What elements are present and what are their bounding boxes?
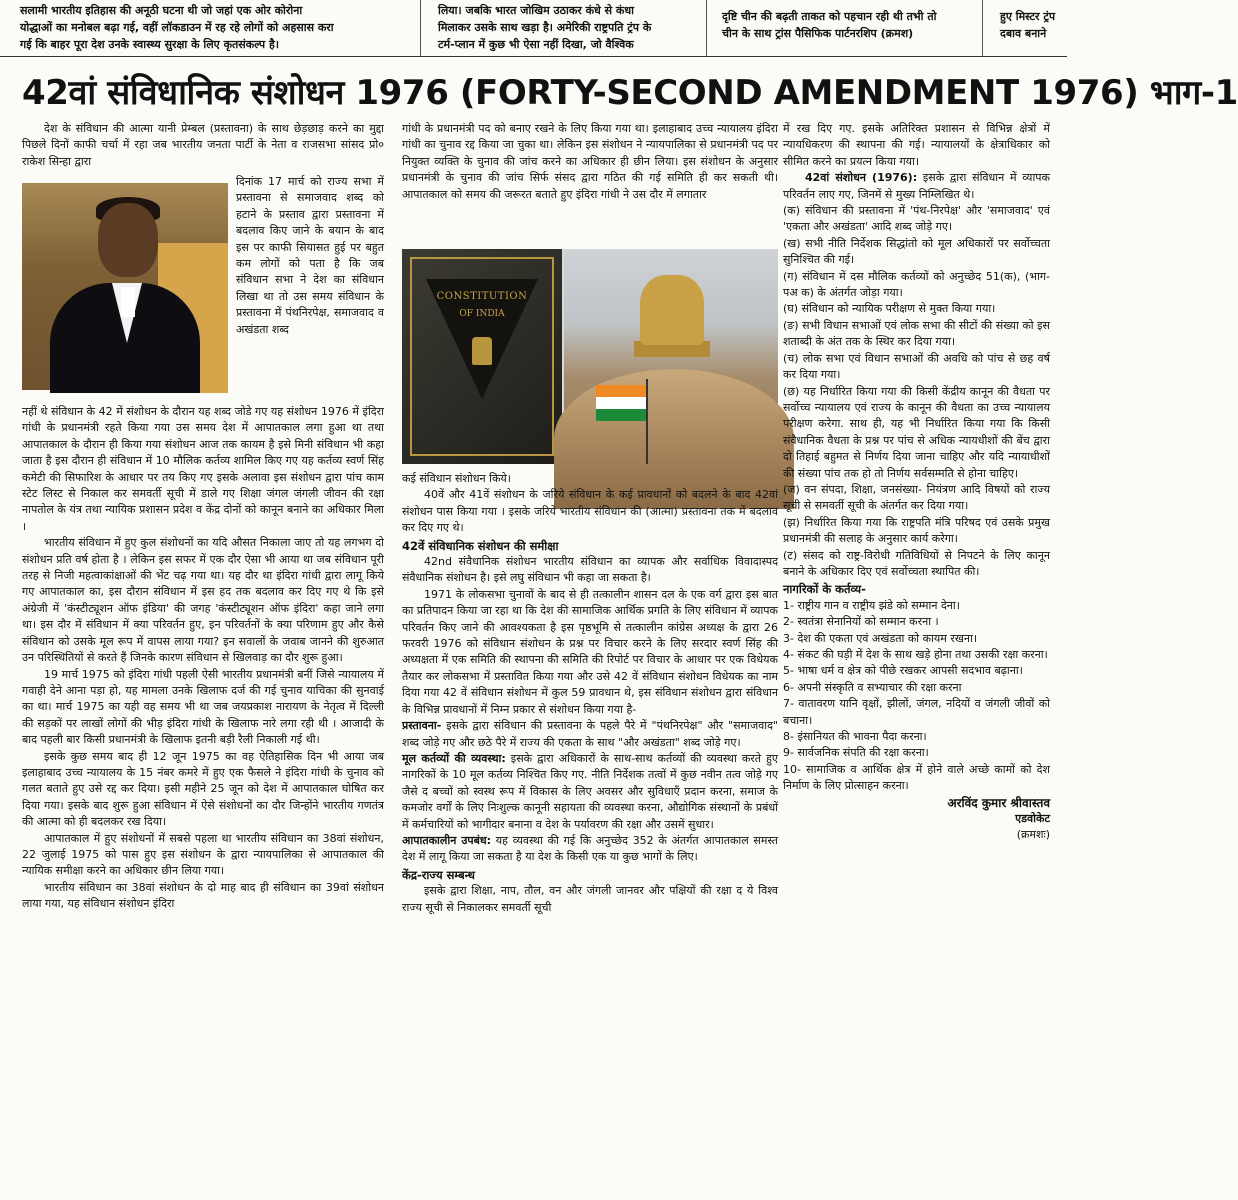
list-item: (ख) सभी नीति निर्देशक सिद्धांतो को मूल अधिकारों पर सर्वोच्चता सुनिश्चित की गई। (783, 236, 1050, 267)
paragraph: भारतीय संविधान में हुए कुल संशोधनों का यदि औसत निकाला जाए तो यह लगभग दो संशोधन प्रति वर्ष होता है । लेकिन इस सफर में एक दौर ऐसा भी आया था जब संविधान पूरी तरह से निजी महत्वाकांक्षाओं की भेंट चढ़ गया था। यह दौर था इंदिरा गांधी द्वारा लागू किये गए आपातकाल का, इस दौरान संविधान में इस हद तक बदलाव कर दिए गए थे कि इसे अंग्रेजी में 'कंस्टीट्यूशन ऑफ इंडिया' की जगह 'कंस्टीट्यूशन ऑफ इंदिरा' कहा जाने लगा था। इस दौर में संविधान में क्या परिवर्तन हुए, इन परिवर्तनों के क्या परिणाम हुए और कैसे संविधान को उसके मूल रूप में वापस लाया गया? इन सवालों के जवाब जानने की शुरुआत उन परिस्थितियों से करते हैं जिनके कारण संविधान से खिलवाड़ का दौर शुरू हुआ। (22, 536, 384, 665)
inline-heading: 42वां संशोधन (1976): (805, 171, 918, 185)
paragraph: इसके द्वारा शिक्षा, नाप, तौल, वन और जंगली जानवर और पक्षियों की रक्षा द ये विश्व राज्य सूची से निकालकर समवर्ती सूची (402, 884, 778, 914)
inline-heading: प्रस्तावना- (402, 719, 442, 733)
paragraph: आपातकाल में हुए संशोधनों में सबसे पहला था भारतीय संविधान का 38वां संशोधन, 22 जुलाई 1975 को पास हुए इस संशोधन के द्वारा न्यायपालिका से आपातकाल की न्यायिक समीक्षा करने का अधिकार छीन लिया गया। (22, 831, 384, 878)
duty-item: 8- इंसानियत की भावना पैदा करना। (783, 730, 927, 744)
duty-item: 2- स्वतंत्रा सेनानियों को सम्मान करना । (783, 615, 939, 629)
constitution-image (402, 249, 778, 464)
prev-col-1-line: सलामी भारतीय इतिहास की अनूठी घटना थी जो जहां एक ओर कोरोना (20, 4, 303, 17)
author-photo (22, 183, 228, 390)
col2-body (402, 471, 778, 1167)
column-divider (420, 0, 421, 56)
paragraph: 19 मार्च 1975 को इंदिरा गांधी पहली ऐसी भारतीय प्रधानमंत्री बनीं जिसे न्यायालय में गवाही देने आना पड़ा हो, यह मामला उनके खिलाफ दर्ज की गई चुनाव याचिका की सुनवाई का था। मार्च 1975 का यही वह समय भी था जब जयप्रकाश नारायण के नेतृत्व में दिल्ली की सड़कों पर लाखों लोगों की भीड़ इंदिरा गांधी के खिलाफ नारे लगा रही थी । आजादी के बाद पहली बार किसी प्रधानमंत्री के खिलाफ इतनी बड़ी रैली निकाली गई थी। (22, 667, 384, 747)
indian-flag-icon (596, 385, 646, 421)
parliament-dome (564, 249, 778, 464)
section-heading: नागरिकों के कर्तव्य- (783, 582, 866, 597)
lion-capital-icon (640, 275, 704, 345)
paragraph: कई संविधान संशोधन किये। (402, 472, 511, 485)
duty-item: 7- वातावरण यानि वृक्षों, झीलों, जंगल, नदियों व जंगली जीवों को बचाना। (783, 697, 1050, 727)
paragraph: गांधी के प्रधानमंत्री पद को बनाए रखने के लिए किया गया था। इलाहाबाद उच्च न्यायालय इंदिरा गांधी का चुनाव रद्द किया जा चुका था। लेकिन इस संशोधन ने न्यायपालिका से प्रधानमंत्री पद पर नियुक्त व्यक्ति के चुनाव की जांच करने का अधिकार ही छीन लिया। इस संशोधन के अनुसार प्रधानमंत्री के चुनाव की जांच सिर्फ संसद द्वारा गठित की गई समिति ही कर सकती थी। आपातकाल को समय की जरूरत बताते हुए इंदिरा गांधी ने उस दौर में लगातार (402, 122, 778, 201)
col2-top (402, 121, 778, 247)
prev-col-3-line: दृष्टि चीन की बढ़ती ताकत को पहचान रही थी तभी तो (722, 10, 937, 23)
paragraph: नहीं थे संविधान के 42 में संशोधन के दौरान यह शब्द जोडे गए यह संशोधन 1976 में इंदिरा गांधी के प्रधानमंत्री रहते किया गया उस समय देश में आपातकाल लगा हुआ था तथा आपातकाल के दौरान ही किया गया संशोधन आज तक कायम है इसे मिनी संविधान भी कहा जाता है इस दौरान ही संविधान में 10 मौलिक कर्तव्य शामिल किए गए यह कर्तव्य स्वर्ण सिंह कमेटी की सिफारिश के आधार पर तय किए गए इसके अलावा इस संशोधन द्वारा पांच काम स्टेट लिस्ट से निकाल कर समवर्ती सूची में डाले गए शिक्षा जंगल जंगली जीवन की रक्षा नापतोल के यंत्र तथा न्यायिक प्रशासन प्रदेश व केंद्र दोनों को कानून बनाने का अधिकार मिला । (22, 405, 384, 533)
col3-body (783, 121, 1050, 1167)
paragraph: में रख दिए गए. इसके अतिरिक्त प्रशासन से विभिन्न क्षेत्रों में न्यायधिकरण की स्थापना की गई। न्यायालयों के क्षेत्राधिकार को सीमित करने का प्रयत्न किया गया। (783, 122, 1050, 168)
duty-item: 5- भाषा धर्म व क्षेत्र को पीछे रखकर आपसी सदभाव बढ़ाना। (783, 664, 1023, 678)
paragraph: मूल कर्तव्यों की व्यवस्था: इसके द्वारा अधिकारों के साथ-साथ कर्तव्यों की व्यवस्था करते हुए नागरिकों के 10 मूल कर्तव्य निश्चित किए गए. नीति निर्देशक तत्वों में कुछ नवीन तत्व जोड़े गए जैसे द बच्चों को स्वस्थ रूप में विकास के लिए अवसर और सुविधाएँ प्रदान करना, समाज के कमजोर वर्गों के लिए निःशुल्क कानूनी सहायता की व्यवस्था करना, औद्योगिक संस्थानों के प्रबंधों में कर्मचारियों को भागीदार बनाना व देश के पर्यावरण की रक्षा और उसमें सुधार। (402, 751, 779, 831)
prev-col-2-line: मिलाकर उसके साथ खड़ा है। अमेरिकी राष्ट्रपति ट्रंप के (438, 21, 652, 34)
section-heading: 42वें संविधानिक संशोधन की समीक्षा (402, 538, 559, 553)
author-designation: एडवोकेट (1015, 812, 1050, 826)
prev-col-1 (20, 0, 412, 56)
col1-beside-photo (236, 174, 384, 410)
inline-heading: मूल कर्तव्यों की व्यवस्था: (402, 751, 506, 765)
duty-item: 9- सार्वजनिक संपति की रक्षा करना। (783, 746, 929, 760)
column-divider (982, 0, 983, 56)
section-heading: केंद्र-राज्य सम्बन्ध (402, 867, 475, 882)
prev-col-2 (438, 0, 700, 56)
paragraph: प्रस्तावना- इसके द्वारा संविधान की प्रस्तावना के पहले पैरे में "पंथनिरपेक्ष" और "समाजवाद" शब्द जोड़े गए और छठे पैरे में राज्य की एकता के साथ "और अखंडता" शब्द जोड़े गए। (402, 719, 778, 749)
paragraph: आपातकालीन उपबंध: यह व्यवस्था की गई कि अनुच्छेद 352 के अंतर्गत आपातकाल समस्त देश में लागू किया जा सकता है या देश के किसी एक या कुछ भागों के लिए। (402, 833, 778, 864)
prev-col-4-line: दबाव बनाने (1000, 27, 1047, 40)
prev-col-3 (722, 6, 966, 62)
prev-col-1-line: योद्धाओं का मनोबल बढ़ा गई, वहीं लॉकडाउन में रह रहे लोगों को अहसास करा (20, 21, 334, 34)
prev-col-3-line: चीन के साथ ट्रांस पैसिफिक पार्टनरशिप (क्रमश) (722, 27, 914, 40)
paragraph: 40वें और 41वें संशोधन के जरिये संविधान के कई प्रावधानों को बदलने के बाद 42वां संशोधन पास किया गया । इसके जरिये भारतीय संविधान की (आत्मा) प्रस्तावना तक में बदलाव कर दिए गए थे। (402, 488, 778, 535)
author-name: अरविंद कुमार श्रीवास्तव (947, 795, 1050, 810)
list-item: (छ) यह निर्धारित किया गया की किसी केंद्रीय कानून की वैधता पर सर्वोच्च न्यायालय एवं राज्य के कानून की वैधता का उच्च न्यायालय परीक्षण करेगा. साथ ही, यह भी निर्धारित किया गया कि किसी संवैधानिक वैधता के प्रश्न पर पांच से अधिक न्यायधीशों की बेंच द्वारा दो तिहाई बहुमत से निर्णय दिया जाना चाहिए और यदि न्यायाधीशों की संख्या पांच तक हो तो निर्णय सर्वसम्मति से होना चाहिए। (783, 384, 1050, 480)
duty-item: 1- राष्ट्रीय गान व राष्ट्रीय झंडे को सम्मान देना। (783, 598, 960, 612)
duty-item: 4- संकट की घड़ी में देश के साथ खड़े होना तथा उसकी रक्षा करना। (783, 648, 1048, 661)
list-item: (ङ) सभी विधान सभाओं एवं लोक सभा की सीटों की संख्या को इस शताब्दी के अंत तक के स्थिर कर दिया गया। (783, 318, 1050, 349)
list-item: (क) संविधान की प्रस्तावना में 'पंथ-निरपेक्ष' और 'समाजवाद' एवं 'एकता और अखंडता' आदि शब्द जोड़े गए। (783, 204, 1050, 234)
paragraph: इसके कुछ समय बाद ही 12 जून 1975 का वह ऐतिहासिक दिन भी आया जब इलाहाबाद उच्च न्यायालय के 15 नंबर कमरे में हुए एक फैसले ने इंदिरा गांधी के चुनाव को गलत बताते हुए उसे रद्द कर दिया। इसी महीने 25 जून को देश में आपातकाल घोषित कर दिया गया। इसके बाद शुरू हुआ संविधान में ऐसे संशोधनों का दौर जिन्होंने भारतीय गणतंत्र की आत्मा को ही बदलकर रख दिया। (22, 749, 384, 829)
book-title: CONSTITUTION (436, 291, 528, 302)
article-headline: 42वां संविधानिक संशोधन 1976 (FORTY-SECOND AMENDMENT 1976) भाग-1 (22, 73, 1238, 113)
prev-col-1-line: गई कि बाहर पूरा देश उनके स्वास्थ्य सुरक्षा के लिए कृतसंकल्प है। (20, 38, 279, 51)
column-divider (706, 0, 707, 56)
prev-col-4 (1000, 6, 1067, 62)
list-item: (झ) निर्धारित किया गया कि राष्ट्रपति मंत्रि परिषद एवं उसके प्रमुख प्रधानमंत्री की सलाह के अनुसार कार्य करेगा। (783, 515, 1050, 546)
paragraph: 1971 के लोकसभा चुनावों के बाद से ही तत्कालीन शासन दल के एक वर्ग द्वारा इस बात का प्रतिपादन किया जा रहा था कि देश की सामाजिक आर्थिक प्रगति के लिए संविधान में व्यापक परिवर्तन किए जाने की आवश्यकता है इस पृष्ठभूमि से तत्कालीन कांग्रेस अध्यक्ष के द्वारा 26 फरवरी 1976 को संविधान संशोधन के प्रश्न पर विचार करने के लिए सरदार स्वर्ण सिंह की अध्यक्षता में एक समिति की स्थापना की समिति की रिपोर्ट पर विचार के आधार पर एक विधेयक तैयार कर लोकसभा में प्रस्तावित किया गया और उसे 42 वें संविधान संशोधन विधेयक का नाम दिया गया 42 वें संविधान संशोधन में कुल 59 प्रावधान थे, इस संविधान संशोधन द्वारा संविधान के विभिन्न प्रावधानों में निम्न प्रकार से संशोधन किया गया है- (402, 587, 778, 716)
prev-col-2-line: लिया। जबकि भारत जोखिम उठाकर कंधे से कंधा (438, 4, 634, 17)
paragraph: 42वां संशोधन (1976): इसके द्वारा संविधान में व्यापक परिवर्तन लाए गए, जिनमें से मुख्य निम्लिखित थे। (783, 171, 1050, 201)
inline-heading: आपातकालीन उपबंध: (402, 833, 492, 847)
duty-item: 6- अपनी संस्कृति व सभ्याचार की रक्षा करना (783, 680, 962, 694)
constitution-book (402, 249, 562, 464)
list-item: (ग) संविधान में दस मौलिक कर्तव्यों को अनुच्छेद 51(क), (भाग-पअ क) के अंतर्गत जोड़ा गया। (783, 269, 1050, 300)
col1-body (22, 404, 384, 1166)
list-item: (च) लोक सभा एवं विधान सभाओं की अवधि को पांच से छह वर्ष कर दिया गया। (783, 351, 1050, 382)
national-emblem-icon (472, 337, 492, 365)
prev-col-2-line: टर्म-प्लान में कुछ भी ऐसा नहीं दिखा, जो वैश्विक (438, 38, 634, 51)
duty-item: 10- सामाजिक व आर्थिक क्षेत्र में होने वाले अच्छे कामों को देश निर्माण के लिए प्रोत्साहन करना। (783, 762, 1050, 793)
continued-label: (क्रमशः) (1016, 828, 1050, 842)
paragraph: 42nd संवैधानिक संशोधन भारतीय संविधान का व्यापक और सर्वाधिक विवादास्पद संवैधानिक संशोधन है। इसे लघु संविधान भी कहा जा सकता है। (402, 555, 778, 585)
duty-item: 3- देश की एकता एवं अखंडता को कायम रखना। (783, 631, 977, 645)
list-item: (घ) संविधान को न्यायिक परीक्षण से मुक्त किया गया। (783, 302, 996, 316)
paragraph: भारतीय संविधान का 38वां संशोधन के दो माह बाद ही संविधान का 39वां संशोधन लाया गया, यह संविधान संशोधन इंदिरा (22, 880, 384, 911)
previous-article-strip (0, 0, 1067, 57)
paragraph: देश के संविधान की आत्मा यानी प्रेम्बल (प्रस्तावना) के साथ छेड़छाड़ करने का मुद्दा पिछले दिनों काफी चर्चा में रहा जब भारतीय जनता पार्टी के नेता व राजसभा सांसद प्रो० राकेश सिन्हा द्वारा (22, 122, 384, 168)
book-subtitle: OF INDIA (459, 309, 505, 319)
list-item: (ट) संसद को राष्ट्र-विरोधी गतिविधियों से निपटने के लिए कानून बनाने के अधिकार दिए एवं सर्वोच्चता स्थापित की। (783, 548, 1050, 578)
prev-col-4-line: हुए मिस्टर ट्रंप (1000, 10, 1056, 23)
paragraph: दिनांक 17 मार्च को राज्य सभा में प्रस्तावना से समाजवाद शब्द को हटाने के प्रस्ताव द्वारा प्रस्तावना में बदलाव किए जाने के बयान के बाद इस पर काफी सियासत हुई पर बहुत कम लोगों को पता है कि जब संविधान सभा ने देश का संविधान लिखा था तो उस समय संविधान के प्रस्तावना में पंथनिरपेक्ष, समाजवाद व अखंडता शब्द (236, 175, 384, 336)
list-item: (ज) वन संपदा, शिक्षा, जनसंख्या- नियंत्रण आदि विषयों को राज्य सूची से समवर्ती सूची के अंतर्गत कर दिया गया। (783, 482, 1050, 513)
